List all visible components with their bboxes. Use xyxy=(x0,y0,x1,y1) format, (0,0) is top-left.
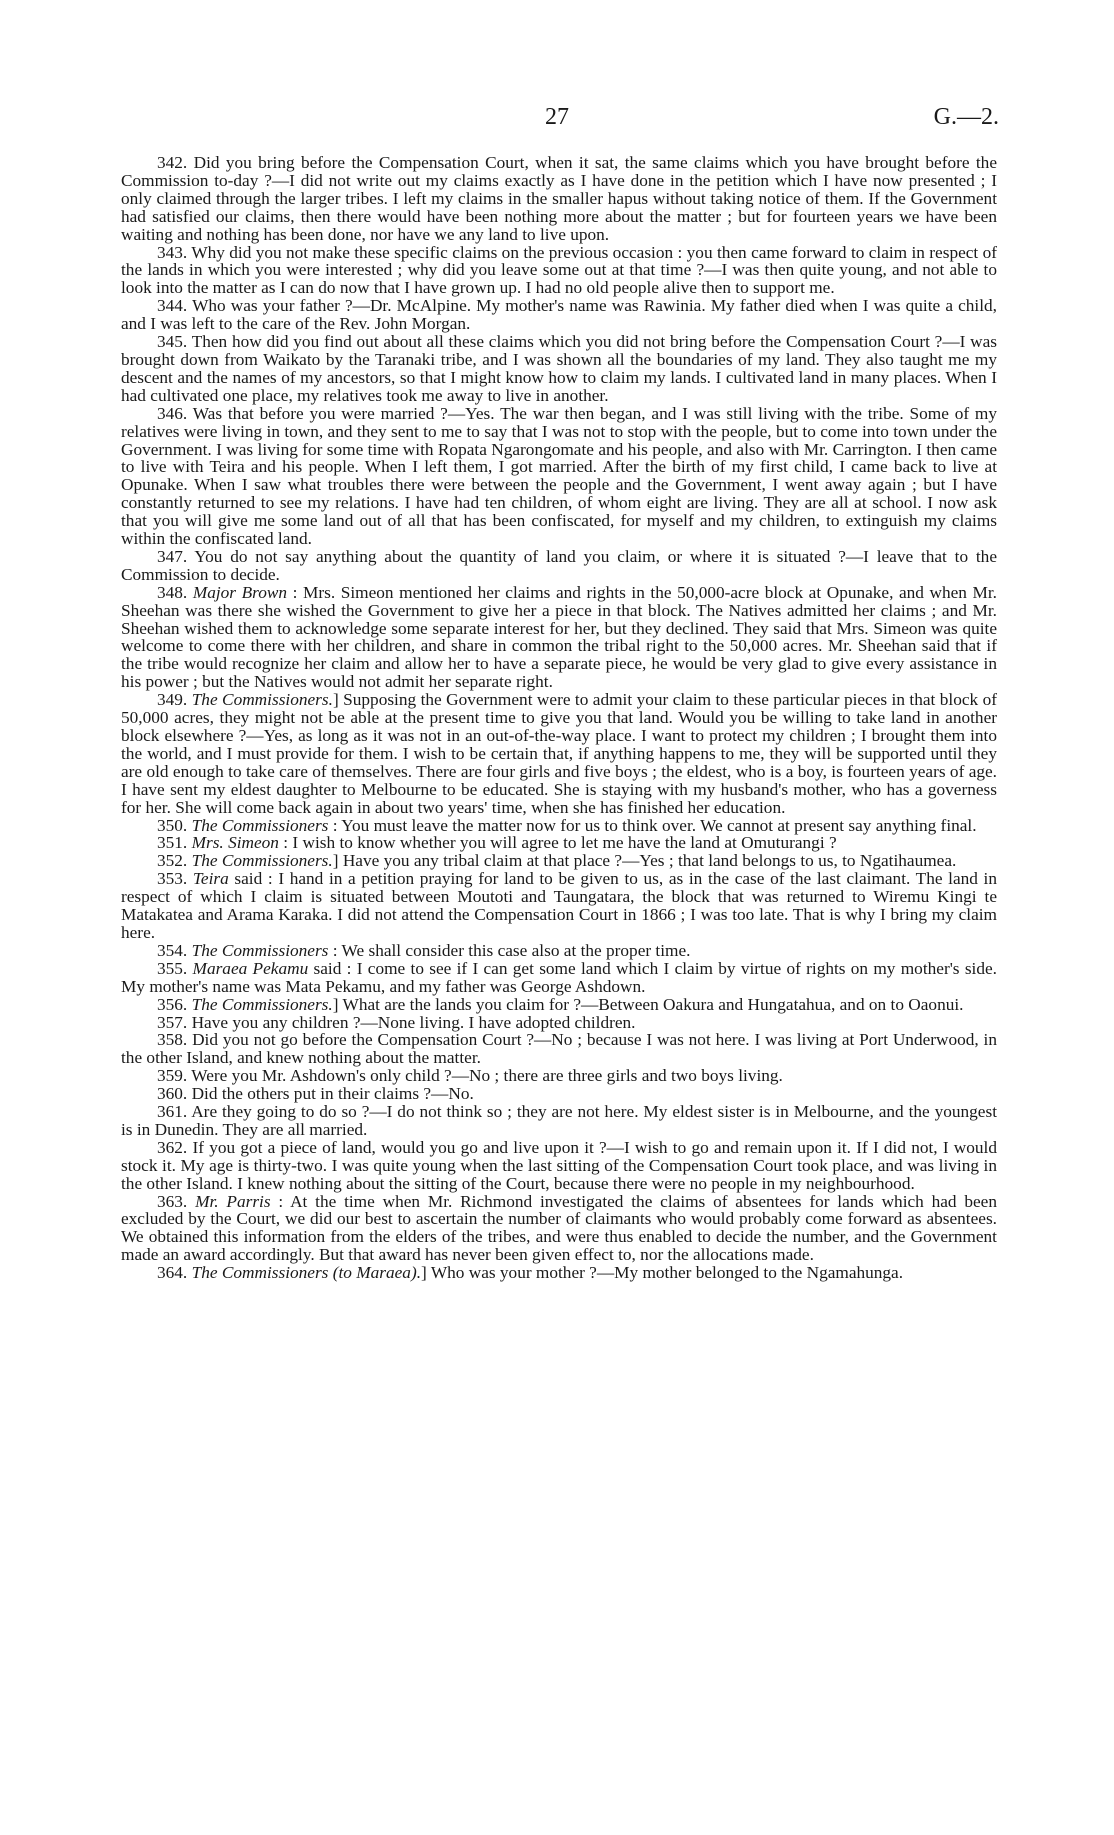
speaker-separator: said : xyxy=(228,869,273,889)
paragraph-text: Have you any children ?—None living. I have adopted children. xyxy=(191,1012,636,1032)
paragraph-number: 342. xyxy=(157,153,188,172)
paragraph-363 xyxy=(121,1193,997,1265)
speaker-name: Maraea Pekamu xyxy=(192,958,309,978)
speaker-separator: ] xyxy=(332,690,339,710)
speaker-name: The Commissioners xyxy=(191,940,329,960)
speaker-separator: ] xyxy=(332,994,339,1014)
paragraph-number: 347. xyxy=(157,546,188,566)
paragraph-number: 353. xyxy=(157,869,188,889)
speaker-name: Teira xyxy=(192,869,229,889)
paragraph-349 xyxy=(121,691,997,816)
paragraph-number: 363. xyxy=(157,1191,188,1211)
paragraph-356 xyxy=(121,996,997,1014)
paragraph-number: 348. xyxy=(157,582,188,602)
paragraph-number: 343. xyxy=(157,242,188,262)
speaker-separator: : xyxy=(328,815,338,835)
speaker-separator: said : xyxy=(308,958,352,978)
speaker-separator: : xyxy=(278,833,289,853)
paragraph-text: We shall consider this case also at the proper time. xyxy=(341,940,691,960)
speaker-name: The Commissioners xyxy=(191,815,329,835)
paragraph-text: At the time when Mr. Richmond investigated the claims of absentees for lands which had been excluded by the Court, we did our best to ascertain the number of claimants who would probably come forward as absentees. We obtained this information from the elders of the tribes, and were thus enabled to decide the number, and the Government made an award accordingly. But that award has never been given effect to, nor the allocations made. xyxy=(121,1191,997,1265)
document-reference: G.—2. xyxy=(933,104,999,130)
paragraph-number: 362. xyxy=(157,1137,188,1157)
paragraph-353 xyxy=(121,870,997,942)
paragraph-number: 357. xyxy=(157,1012,188,1032)
paragraph-number: 350. xyxy=(157,815,188,835)
speaker-separator: : xyxy=(270,1191,284,1211)
paragraph-text: Who was your father ?—Dr. McAlpine. My mother's name was Rawinia. My father died when I was quite a child, and I was left to the care of the Rev. John Morgan. xyxy=(121,296,997,334)
paragraph-361 xyxy=(121,1103,997,1139)
paragraph-354 xyxy=(121,942,997,960)
paragraph-number: 361. xyxy=(157,1102,188,1122)
paragraph-text: Did the others put in their claims ?—No. xyxy=(191,1084,474,1104)
paragraph-364 xyxy=(121,1264,997,1282)
paragraph-355 xyxy=(121,960,997,996)
paragraph-350 xyxy=(121,817,997,835)
speaker-name: The Commissioners. xyxy=(191,994,333,1014)
paragraph-text: Did you not go before the Compensation Court ?—No ; because I was not here. I was living at Port Underwood, in the other Island, and knew nothing about the matter. xyxy=(121,1030,997,1068)
paragraph-number: 351. xyxy=(157,833,188,853)
paragraph-number: 358. xyxy=(157,1030,188,1050)
paragraph-text: Was that before you were married ?—Yes. The war then began, and I was still living with the tribe. Some of my relatives were living in town, and they sent to me to say that I was not to stop with the people, but to come into town under the Government. I was living for some time with Ropata Ngarongomate and his people, and also with Mr. Carrington. I then came to live with Teira and his people. When I left them, I got married. After the birth of my first child, I came back to live at Opunake. When I saw what troubles there were between the people and the Government, I went away again ; but I have constantly returned to see my relations. I have had ten children, of whom eight are living. They are all at school. I now ask that you will give me some land out of all that has been confiscated, for myself and my children, to extinguish my claims within the confiscated land. xyxy=(121,403,997,549)
paragraph-348 xyxy=(121,584,997,691)
paragraph-text: Then how did you find out about all these claims which you did not bring before the Compensation Court ?—I was brought down from Waikato by the Taranaki tribe, and I was shown all the boundaries of my land. They also taught me my descent and the names of my ancestors, so that I might know how to claim my lands. I cultivated land in many places. When I had cultivated one place, my relatives took me away to live in another. xyxy=(121,332,997,405)
paragraph-359 xyxy=(121,1067,997,1085)
paragraph-357 xyxy=(121,1014,997,1032)
paragraph-text: Were you Mr. Ashdown's only child ?—No ; there are three girls and two boys living. xyxy=(191,1066,783,1086)
paragraph-351 xyxy=(121,834,997,852)
paragraph-text: Who was your mother ?—My mother belonged to the Ngamahunga. xyxy=(430,1263,904,1283)
evidence-text xyxy=(121,154,997,1282)
paragraph-number: 346. xyxy=(157,403,188,423)
paragraph-346 xyxy=(121,405,997,548)
speaker-separator: : xyxy=(328,940,338,960)
paragraph-number: 355. xyxy=(157,958,188,978)
paragraph-358 xyxy=(121,1031,997,1067)
page-header xyxy=(0,104,1114,134)
paragraph-343 xyxy=(121,244,997,298)
paragraph-360 xyxy=(121,1085,997,1103)
paragraph-number: 356. xyxy=(157,994,188,1014)
speaker-name: The Commissioners. xyxy=(191,690,333,710)
paragraph-text: You do not say anything about the quantity of land you claim, or where it is situated ?—I leave that to the Commission to decide. xyxy=(121,546,997,584)
paragraph-text: Mrs. Simeon mentioned her claims and rights in the 50,000-acre block at Opunake, and when Mr. Sheehan was there she wished the Government to give her a piece in that block. The Natives admitted her claims ; and Mr. Sheehan wished them to acknowledge some separate interest for her, but they declined. They said that Mrs. Simeon was quite welcome to come there with her children, and share in common the tribal right to the 50,000 acres. Mr. Sheehan said that if the tribe would recognize her claim and allow her to have a separate piece, he would be very glad to give every assistance in his power ; but the Natives would not admit her separate right. xyxy=(121,582,997,692)
paragraph-text: You must leave the matter now for us to think over. We cannot at present say anything final. xyxy=(341,815,977,835)
paragraph-text: What are the lands you claim for ?—Between Oakura and Hungatahua, and on to Oaonui. xyxy=(342,994,964,1014)
paragraph-text: Why did you not make these specific claims on the previous occasion : you then came forward to claim in respect of the lands in which you were interested ; why did you leave some out at that time ?—I was then quite young, and not able to look into the matter as I can do now that I have grown up. I had no old people alive then to support me. xyxy=(121,242,997,298)
paragraph-text: Did you bring before the Compensation Court, when it sat, the same claims which you have brought before the Commission to-day ?—I did not write out my claims exactly as I have done in the petition which I have now presented ; I only claimed through the larger tribes. I left my claims in the smaller hapus without taking notice of them. If the Government had satisfied our claims, then there would have been nothing more about the matter ; but for fourteen years we have been waiting and nothing has been done, nor have we any land to live upon. xyxy=(121,153,997,244)
paragraph-text: Are they going to do so ?—I do not think so ; they are not here. My eldest sister is in Melbourne, and the youngest is in Dunedin. They are all married. xyxy=(121,1102,997,1139)
paragraph-text: I wish to know whether you will agree to let me have the land at Omuturangi ? xyxy=(292,833,837,853)
paragraph-345 xyxy=(121,333,997,405)
paragraph-number: 364. xyxy=(157,1263,188,1283)
speaker-name: Mrs. Simeon xyxy=(191,833,279,853)
speaker-name: Major Brown xyxy=(192,582,288,602)
paragraph-text: Have you any tribal claim at that place ?—Yes ; that land belongs to us, to Ngatihaumea. xyxy=(342,851,957,871)
paragraph-number: 359. xyxy=(157,1066,188,1086)
paragraph-text: I hand in a petition praying for land to be given to us, as in the case of the last claimant. The land in respect of which I claim is situated between Moutoti and Taungatara, the block that was returned to Wiremu Kingi te Matakatea and Arama Karaka. I did not attend the Compensation Court in 1866 ; I was too late. That is why I bring my claim here. xyxy=(121,869,997,942)
page-number: 27 xyxy=(545,104,569,130)
paragraph-number: 349. xyxy=(157,690,188,710)
paragraph-number: 360. xyxy=(157,1084,188,1104)
paragraph-362 xyxy=(121,1139,997,1193)
paragraph-text: Supposing the Government were to admit your claim to these particular pieces in that block of 50,000 acres, they might not be able at the present time to give you that land. Would you be willing to take land in another block elsewhere ?—Yes, as long as it was not in an out-of-the-way place. I want to protect my children ; I brought them into the world, and I must provide for them. I wish to be certain that, if anything happens to me, they will be supported until they are old enough to take care of themselves. There are four girls and five boys ; the eldest, who is a boy, is fourteen years of age. I have sent my eldest daughter to Melbourne to be educated. She is staying with my husband's mother, who has a governess for her. She will come back again in about two years' time, when she has finished her education. xyxy=(121,690,997,817)
speaker-separator: ] xyxy=(332,851,339,871)
paragraph-text: I come to see if I can get some land which I claim by virtue of rights on my mother's side. My mother's name was Mata Pekamu, and my father was George Ashdown. xyxy=(121,958,997,996)
paragraph-352 xyxy=(121,852,997,870)
speaker-separator: ] xyxy=(421,1263,427,1283)
paragraph-number: 344. xyxy=(157,296,188,316)
paragraph-342 xyxy=(121,154,997,244)
paragraph-347 xyxy=(121,548,997,584)
paragraph-text: If you got a piece of land, would you go and live upon it ?—I wish to go and remain upon it. If I did not, I would stock it. My age is thirty-two. I was quite young when the last sitting of the Compensation Court took place, and was living in the other Island. I knew nothing about the sitting of the Court, because there were no people in my neighbourhood. xyxy=(121,1137,997,1193)
paragraph-344 xyxy=(121,297,997,333)
speaker-name: Mr. Parris xyxy=(195,1191,271,1211)
speaker-name: The Commissioners. xyxy=(191,851,333,871)
paragraph-number: 354. xyxy=(157,940,188,960)
speaker-name: The Commissioners (to Maraea). xyxy=(191,1263,422,1283)
paragraph-number: 345. xyxy=(157,332,188,352)
paragraph-number: 352. xyxy=(157,851,188,871)
speaker-separator: : xyxy=(287,582,298,602)
